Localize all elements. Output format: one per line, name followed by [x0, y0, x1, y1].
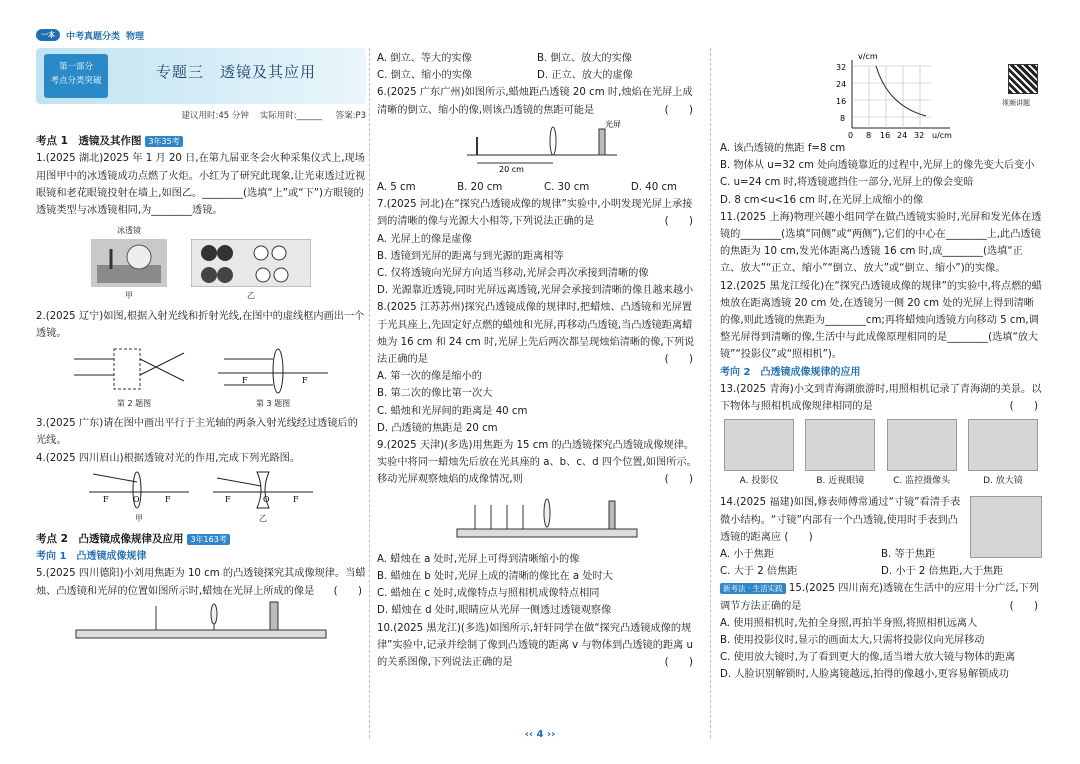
question-text: 15.(2025 四川南充)透镜在生活中的应用十分广泛,下列调节方法正确的是: [720, 583, 1040, 612]
answer-ref: 答案:P3: [335, 111, 366, 121]
option-d[interactable]: D. 人脸识别解锁时,人脸离镜越远,拍得的像越小,更容易解锁成功: [720, 669, 1009, 681]
option-d[interactable]: D. 凸透镜的焦距是 20 cm: [377, 422, 498, 434]
option-label: D. 放大镜: [983, 476, 1023, 487]
figure-label: 冰透镜: [117, 226, 141, 236]
column-middle: [377, 50, 697, 671]
watch-repair-photo: [970, 496, 1042, 558]
x-tick: 32: [914, 131, 925, 140]
question-11: 11.(2025 上海)物理兴趣小组同学在做凸透镜实验时,光屏和发光体在透镜的________(选填“同侧”或“两侧”),它们的中心在________上,此凸透镜的焦距为 10 cm,发光体距离凸透镜 16 cm 时,成________(选填“正立、放大”“正立、缩小”“倒立、放大”或“倒立、缩小”)的实像。: [720, 211, 1042, 275]
page-number-value: 4: [536, 729, 544, 740]
x-tick: 16: [880, 131, 891, 140]
option-a[interactable]: [724, 419, 794, 490]
svg-text:F: F: [103, 494, 109, 504]
frequency-tag: 3年163考: [187, 534, 229, 545]
option-c[interactable]: C. 倒立、缩小的实像: [377, 70, 473, 82]
screen-label: 光屏: [605, 119, 621, 129]
figure-caption: 甲: [125, 291, 133, 301]
option-c[interactable]: [887, 419, 957, 490]
section-heading: [36, 531, 366, 548]
question-9: [377, 437, 697, 489]
y-tick: 8: [840, 114, 846, 123]
q7-options: [377, 231, 697, 300]
y-tick: 32: [836, 63, 847, 72]
option-a[interactable]: A. 5 cm: [377, 182, 416, 194]
q3-lens-diagram: [218, 345, 328, 395]
question-text: 8.(2025 江苏苏州)探究凸透镜成像的规律时,把蜡烛、凸透镜和光屏置于光具座上,先固定好点燃的蜡烛和光屏,再移动凸透镜,当凸透镜距离蜡烛为 16 cm 和 24 cm 时,光屏上先后两次都呈现烛焰清晰的像,下列说法正确的是: [377, 302, 695, 366]
part-label: 第一部分: [58, 62, 93, 72]
option-b[interactable]: B. 倒立、放大的实像: [537, 53, 632, 64]
option-a[interactable]: A. 光屏上的像是虚像: [377, 233, 472, 245]
svg-text:O: O: [133, 494, 140, 504]
option-b[interactable]: B. 等于焦距: [881, 549, 936, 561]
question-12: 12.(2025 黑龙江绥化)在“探究凸透镜成像的规律”的实验中,将点燃的蜡烛放在距离透镜 20 cm 处,在透镜另一侧 20 cm 处的光屏上得到清晰的像,则此透镜的焦距为________cm;再将蜡烛向透镜方向移动 5 cm,调整光屏得到清晰的像,生活中与此成像原理相同的是________(选填“放大镜”“投影仪”或“照相机”)。: [720, 280, 1042, 361]
q6-setup-diagram: [377, 119, 697, 173]
answer-bracket: ( ): [333, 585, 362, 597]
question-text: 14.(2025 福建)如图,修表师傅常通过“寸镜”看清手表微小结构。“寸镜”内部有一个凸透镜,使用时手表到凸透镜的距离应: [720, 497, 961, 543]
question-15: [720, 580, 1042, 614]
option-d[interactable]: [968, 419, 1038, 490]
column-right: [720, 50, 1042, 684]
option-d[interactable]: D. 光源靠近透镜,同时光屏远离透镜,光屏会承接到清晰的像且越来越小: [377, 285, 694, 297]
option-c[interactable]: C. 蜡烛在 c 处时,成像特点与照相机成像特点相同: [377, 588, 600, 600]
graph-y-label: v/cm: [858, 52, 878, 61]
column-left: [36, 48, 366, 650]
option-c[interactable]: C. 大于 2 倍焦距: [720, 566, 798, 578]
answer-bracket: ( ): [1009, 600, 1038, 612]
figure-caption: 乙: [247, 291, 255, 301]
option-a[interactable]: A. 倒立、等大的实像: [377, 53, 472, 64]
option-b[interactable]: B. 第二次的像比第一次大: [377, 388, 493, 400]
option-d[interactable]: D. 8 cm<u<16 cm 时,在光屏上成缩小的像: [720, 194, 924, 206]
optical-bench-q9: [377, 489, 697, 545]
x-tick: 24: [897, 131, 908, 140]
subsection-heading: 考向 2 凸透镜成像规律的应用: [720, 366, 861, 378]
section-heading: [36, 133, 366, 150]
option-b[interactable]: B. 物体从 u=32 cm 处向透镜靠近的过程中,光屏上的像先变大后变小: [720, 160, 1035, 172]
question-text: 5.(2025 四川德阳)小刘用焦距为 10 cm 的凸透镜探究其成像规律。当蜡烛、凸透镜和光屏的位置如图所示时,蜡烛在光屏上所成的像是: [36, 568, 366, 597]
projector-image: [724, 419, 794, 471]
suggested-time: 建议用时:45 分钟: [181, 111, 249, 121]
option-c[interactable]: C. 30 cm: [543, 182, 590, 194]
glasses-image: [805, 419, 875, 471]
part-sublabel: 考点分类突破: [50, 76, 102, 86]
option-a[interactable]: A. 蜡烛在 a 处时,光屏上可得到清晰缩小的像: [377, 553, 580, 565]
svg-text:F: F: [302, 376, 308, 386]
subject-label: 物理: [126, 31, 145, 42]
section-title: 考点 2 凸透镜成像规律及应用: [36, 533, 184, 546]
option-a[interactable]: A. 使用照相机时,先拍全身照,再拍半身照,将照相机远离人: [720, 617, 978, 629]
new-format-tag: 新考法 · 生活实践: [720, 583, 786, 594]
q9-options: [377, 551, 697, 620]
option-d[interactable]: D. 蜡烛在 d 处时,眼睛应从光屏一侧透过透镜观察像: [377, 605, 612, 617]
option-d[interactable]: D. 小于 2 倍焦距,大于焦距: [881, 566, 1004, 578]
q6-options: [377, 179, 697, 196]
option-a[interactable]: A. 小于焦距: [720, 549, 775, 561]
q4-figures: [36, 470, 366, 527]
option-b[interactable]: [805, 419, 875, 490]
option-label: A. 投影仪: [739, 476, 779, 487]
option-c[interactable]: C. 使用放大镜时,为了看到更大的像,适当增大放大镜与物体的距离: [720, 652, 1016, 664]
x-tick: 0: [848, 131, 854, 140]
q8-options: [377, 368, 697, 437]
question-8: [377, 299, 697, 368]
figure-caption: 第 2 题图: [116, 399, 152, 409]
option-c[interactable]: C. 蜡烛和光屏间的距离是 40 cm: [377, 405, 528, 417]
distance-label: 20 cm: [499, 164, 524, 173]
column-divider: [710, 48, 711, 738]
actual-time: 实际用时:______: [259, 111, 323, 121]
answer-bracket: ( ): [664, 474, 693, 486]
q13-image-options: [720, 419, 1042, 490]
q4-concave-lens: [213, 470, 313, 510]
q10-graph-area: [720, 50, 1042, 140]
ice-lens-photo: [91, 239, 167, 287]
answer-bracket: ( ): [664, 216, 693, 228]
question-6: [377, 84, 697, 118]
option-b[interactable]: B. 透镜到光屏的距离与到光源的距离相等: [377, 250, 564, 262]
optical-bench-q5: [36, 600, 366, 644]
y-tick: 24: [836, 80, 847, 89]
q4-convex-lens: [89, 470, 189, 510]
svg-text:O: O: [263, 494, 270, 504]
answer-bracket: ( ): [1009, 401, 1038, 413]
figure-caption: 乙: [259, 513, 267, 523]
answer-bracket: ( ): [664, 104, 693, 116]
option-a[interactable]: A. 第一次的像是缩小的: [377, 371, 482, 383]
q10-options: [720, 140, 1042, 209]
answer-bracket: ( ): [664, 354, 693, 366]
glasses-photo: [191, 239, 311, 287]
qr-code[interactable]: [1008, 64, 1038, 94]
option-d[interactable]: D. 正立、放大的虚像: [537, 70, 633, 82]
option-b[interactable]: B. 20 cm: [457, 182, 503, 194]
q15-options: [720, 615, 1042, 684]
brand-logo: 一本: [36, 29, 60, 41]
q2-ray-diagram: [74, 345, 194, 395]
series-title: 中考真题分类: [66, 31, 121, 42]
figure-caption: 甲: [135, 513, 143, 523]
q2-q3-figures: [36, 345, 366, 412]
svg-text:F: F: [293, 494, 299, 504]
q5-options: [377, 50, 697, 84]
question-text: 9.(2025 天津)(多选)用焦距为 15 cm 的凸透镜探究凸透镜成像规律。实验中将同一蜡烛先后放在光具座的 a、b、c、d 四个位置,如图所示。移动光屏观察烛焰的成像情况,则: [377, 440, 697, 486]
question-7: [377, 196, 697, 230]
time-meta: [36, 108, 366, 125]
question-4: 4.(2025 四川眉山)根据透镜对光的作用,完成下列光路图。: [36, 452, 301, 464]
magnifier-image: [968, 419, 1038, 471]
question-text: 13.(2025 青海)小文到青海湖旅游时,用照相机记录了青海湖的美景。以下物体与照相机成像规律相同的是: [720, 383, 1042, 413]
page-header: [36, 28, 144, 42]
qr-label: 视频讲题: [1002, 99, 1030, 107]
question-2: 2.(2025 辽宁)如图,根据入射光线和折射光线,在图中的虚线框内画出一个透镜。: [36, 310, 365, 339]
svg-text:F: F: [165, 494, 171, 504]
option-label: B. 近视眼镜: [816, 476, 865, 487]
graph-x-label: u/cm: [932, 131, 952, 140]
v-u-graph: [830, 50, 970, 140]
topic-banner: [36, 48, 366, 104]
option-b[interactable]: B. 蜡烛在 b 处时,光屏上成的清晰的像比在 a 处时大: [377, 571, 613, 583]
y-tick: 16: [836, 97, 847, 106]
question-3: 3.(2025 广东)请在图中画出平行于主光轴的两条入射光线经过透镜后的光线。: [36, 418, 358, 447]
part-badge: [44, 54, 108, 98]
svg-text:F: F: [225, 494, 231, 504]
figure-caption: 第 3 题图: [255, 399, 291, 409]
option-c[interactable]: C. u=24 cm 时,将透镜遮挡住一部分,光屏上的像会变暗: [720, 177, 974, 189]
question-10: [377, 620, 697, 672]
x-tick: 8: [866, 131, 872, 140]
question-5: [36, 565, 366, 599]
option-label: C. 监控摄像头: [893, 476, 951, 487]
question-1: 1.(2025 湖北)2025 年 1 月 20 日,在第九届亚冬会火种采集仪式上,现场用图甲中的冰透镜成功点燃了火炬。小红为了研究此现象,让光束透过近视眼镜和老花眼镜投射在墙上,如图乙。________(选填“上”或“下”)方眼镜的透镜类型与冰透镜相同,为________透镜。: [36, 153, 366, 217]
option-c[interactable]: C. 仅将透镜向光屏方向适当移动,光屏会再次承接到清晰的像: [377, 268, 649, 280]
question-text: 7.(2025 河北)在“探究凸透镜成像的规律”实验中,小明发现光屏上承接到的清晰的像与光源大小相等,下列说法正确的是: [377, 199, 693, 228]
frequency-tag: 3年35考: [145, 136, 182, 147]
column-divider: [369, 48, 370, 738]
topic-title: 专题三 透镜及其应用: [156, 63, 317, 81]
option-d[interactable]: D. 40 cm: [630, 182, 677, 194]
question-text: 10.(2025 黑龙江)(多选)如图所示,轩轩同学在做“探究凸透镜成像的规律”实验中,记录并绘制了像到凸透镜的距离 v 与物体到凸透镜的距离 u 的关系图像,下列说法正确的是: [377, 622, 693, 669]
page-number: ‹‹ 4 ››: [524, 729, 556, 740]
answer-bracket: ( ): [784, 531, 813, 543]
question-13: [720, 381, 1042, 415]
camera-image: [887, 419, 957, 471]
answer-bracket: ( ): [664, 657, 693, 669]
subsection-heading: 考向 1 凸透镜成像规律: [36, 551, 147, 563]
svg-text:F: F: [242, 376, 248, 386]
option-a[interactable]: A. 该凸透镜的焦距 f=8 cm: [720, 143, 846, 154]
section-title: 考点 1 透镜及其作图: [36, 135, 142, 148]
question-14: [720, 494, 1042, 546]
option-b[interactable]: B. 使用投影仪时,显示的画面太大,只需将投影仪向光屏移动: [720, 635, 985, 647]
question-text: 6.(2025 广东广州)如图所示,蜡烛距凸透镜 20 cm 时,烛焰在光屏上成清晰的倒立、缩小的像,则该凸透镜的焦距可能是: [377, 87, 693, 116]
q1-figure: [36, 222, 366, 304]
